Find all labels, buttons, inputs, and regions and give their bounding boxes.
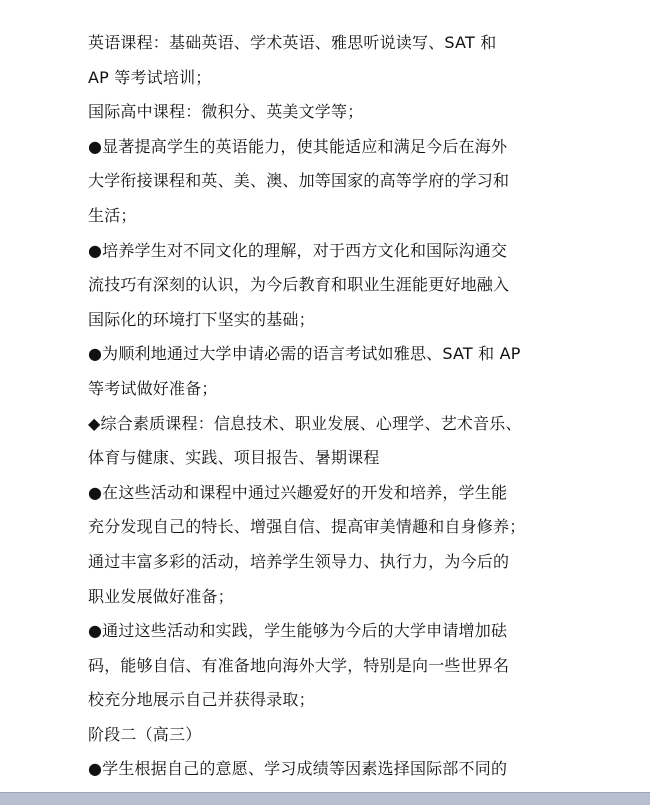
text-line: 码，能够自信、有准备地向海外大学，特别是向一些世界名 [88,655,510,675]
text-line: 职业发展做好准备； [88,586,234,606]
text-line: 校充分地展示自己并获得录取； [88,690,315,710]
text-line: 体育与健康、实践、项目报告、暑期课程 [88,448,380,468]
window-bottom-border [0,792,650,805]
section-heading-stage-two: 阶段二（高三） [88,724,202,744]
text-line-bullet-activities: ●在这些活动和课程中通过兴趣爱好的开发和培养，学生能 [88,482,508,502]
text-line: 充分发现自己的特长、增强自信、提高审美情趣和自身修养； [88,517,526,537]
text-line: 生活； [88,205,137,225]
text-line-bullet-english-ability: ●显著提高学生的英语能力，使其能适应和满足今后在海外 [88,136,508,156]
text-line: 国际化的环境打下坚实的基础； [88,309,315,329]
document-body [88,26,558,787]
text-line-english-courses: 英语课程：基础英语、学术英语、雅思听说读写、SAT 和 [88,33,497,52]
text-line-bullet-student-choice: ●学生根据自己的意愿、学习成绩等因素选择国际部不同的 [88,759,508,779]
text-line-ap-training: AP 等考试培训； [88,67,212,87]
text-line-bullet-exams: ●为顺利地通过大学申请必需的语言考试如雅思、SAT 和 AP [88,344,521,364]
text-line-quality-courses: ◆综合素质课程：信息技术、职业发展、心理学、艺术音乐、 [88,413,522,433]
text-line: 等考试做好准备； [88,378,218,398]
text-line: 通过丰富多彩的活动，培养学生领导力、执行力，为今后的 [88,551,510,571]
text-line-bullet-university-application: ●通过这些活动和实践，学生能够为今后的大学申请增加砝 [88,621,508,641]
text-line-bullet-culture: ●培养学生对不同文化的理解，对于西方文化和国际沟通交 [88,240,508,260]
text-line: 大学衔接课程和英、美、澳、加等国家的高等学府的学习和 [88,171,510,191]
text-line: 流技巧有深刻的认识，为今后教育和职业生涯能更好地融入 [88,275,510,295]
text-line-high-school-courses: 国际高中课程：微积分、英美文学等； [88,102,364,122]
